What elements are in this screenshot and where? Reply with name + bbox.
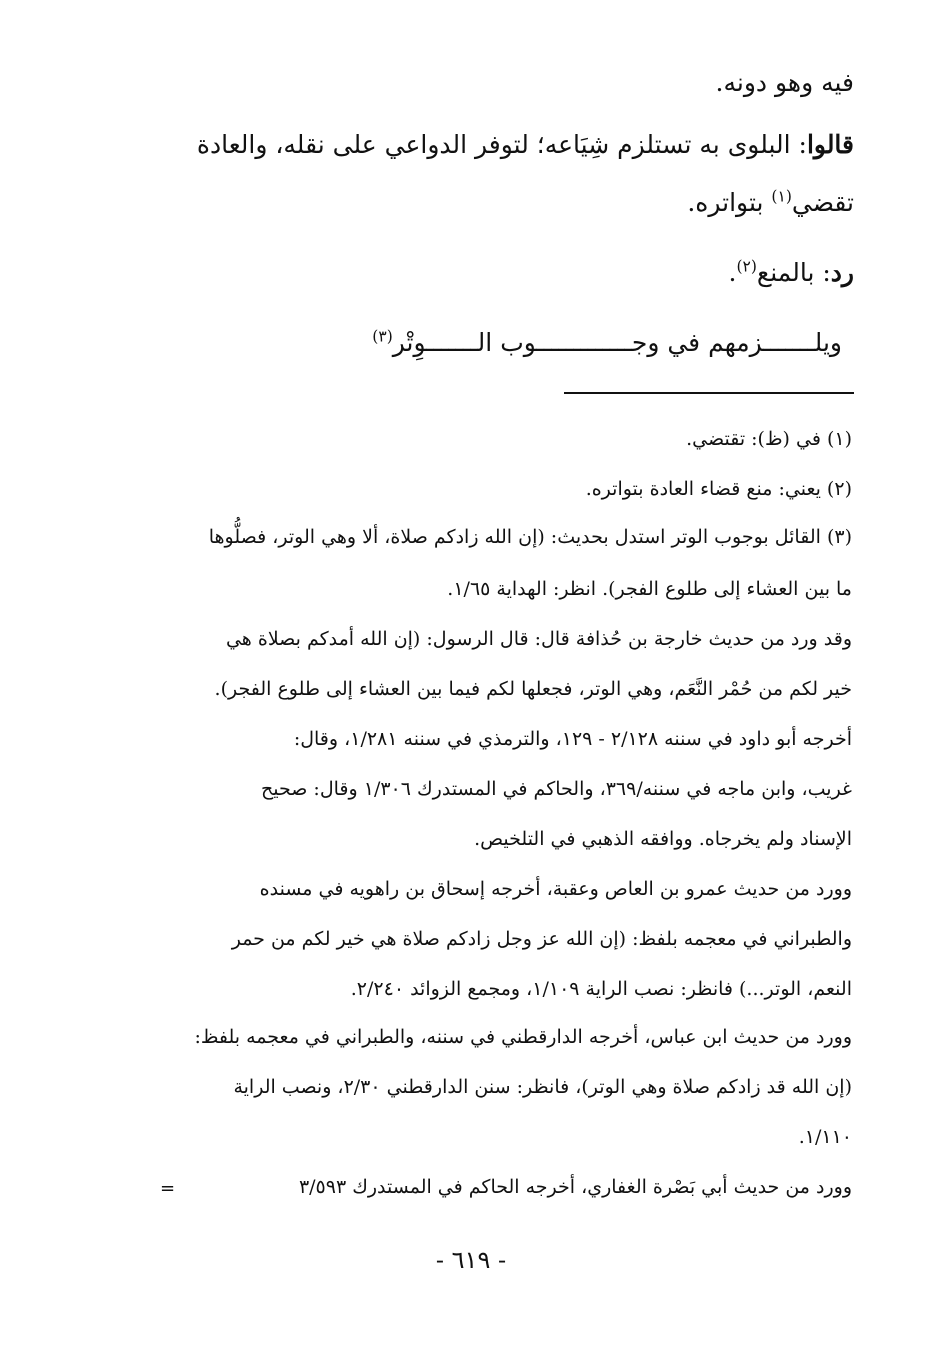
body-para2: [729, 258, 855, 287]
footnote-3-line: والطبراني في معجمه بلفظ: (إن الله عز وجل زادكم صلاة هي خير لكم من حمر: [231, 928, 852, 950]
footnote-3-line: غريب، وابن ماجه في سننه/٣٦٩، والحاكم في المستدرك ١/٣٠٦ وقال: صحيح: [261, 778, 852, 800]
para1-line2-text: تقضي: [791, 188, 854, 217]
footnote-3-line: وورد من حديث أبي بَصْرة الغفاري، أخرجه الحاكم في المستدرك ٣/٥٩٣: [298, 1176, 852, 1198]
footnote-3-line: ١/١١٠.: [798, 1126, 852, 1148]
footnote-1: (١) في (ظ): تقتضي.: [686, 428, 852, 450]
para1-line2-tail: بتواتره.: [687, 188, 772, 217]
para3-text: ويلـــــــزمهم في وجـــــــــــــوب الـــــــوِتْر: [392, 328, 842, 357]
page-number: - ٦١٩ -: [435, 1246, 507, 1274]
para2-text: : بالمنع: [756, 258, 831, 287]
footnote-ref-3[interactable]: (٣): [372, 327, 393, 346]
footnote-3-line: وورد من حديث ابن عباس، أخرجه الدارقطني في سننه، والطبراني في معجمه بلفظ:: [194, 1026, 852, 1048]
footnote-3-line: النعم، الوتر...) فانظر: نصب الراية ١/١٠٩، ومجمع الزوائد ٢/٢٤٠.: [350, 978, 852, 1000]
footnote-ref-1[interactable]: (١): [771, 187, 792, 206]
footnote-3-line: وورد من حديث عمرو بن العاص وعقبة، أخرجه إسحاق بن راهويه في مسنده: [259, 878, 852, 900]
footnote-separator: [564, 392, 854, 394]
footnote-3-line: ما بين العشاء إلى طلوع الفجر). انظر: الهداية ١/٦٥.: [447, 578, 852, 600]
footnote-3-line: أخرجه أبو داود في سننه ٢/١٢٨ - ١٢٩، والترمذي في سننه ١/٢٨١، وقال:: [293, 728, 852, 750]
para1-line1-text: : البلوى به تستلزم شِيَاعه؛ لتوفر الدواعي على نقله، والعادة: [196, 130, 807, 159]
body-line-1: فيه وهو دونه.: [715, 68, 854, 97]
footnote-2: (٢) يعني: منع قضاء العادة بتواتره.: [585, 478, 852, 500]
footnote-3-line: الإسناد ولم يخرجاه. ووافقه الذهبي في التلخيص.: [474, 828, 852, 850]
body-para3: [372, 328, 842, 357]
para2-end: .: [728, 258, 737, 287]
footnote-3-line: خير لكم من حُمْر النَّعَم، وهي الوتر، فجعلها لكم فيما بين العشاء إلى طلوع الفجر).: [214, 678, 852, 700]
para2-lead-word: رد: [830, 258, 854, 287]
footnote-ref-2[interactable]: (٢): [736, 257, 757, 276]
continuation-mark: =: [160, 1178, 176, 1199]
body-para1-line2: [687, 188, 854, 217]
footnote-3-line: (إن الله قد زادكم صلاة وهي الوتر)، فانظر: سنن الدارقطني ٢/٣٠، ونصب الراية: [233, 1076, 852, 1098]
para1-lead-word: قالوا: [806, 130, 854, 159]
footnote-3-line: وقد ورد من حديث خارجة بن حُذافة قال: قال الرسول: (إن الله أمدكم بصلاة هي: [225, 628, 852, 650]
body-para1-line1: [197, 130, 854, 159]
footnote-3-line: (٣) القائل بوجوب الوتر استدل بحديث: (إن الله زادكم صلاة، ألا وهي الوتر، فصلُّوها: [208, 526, 852, 548]
